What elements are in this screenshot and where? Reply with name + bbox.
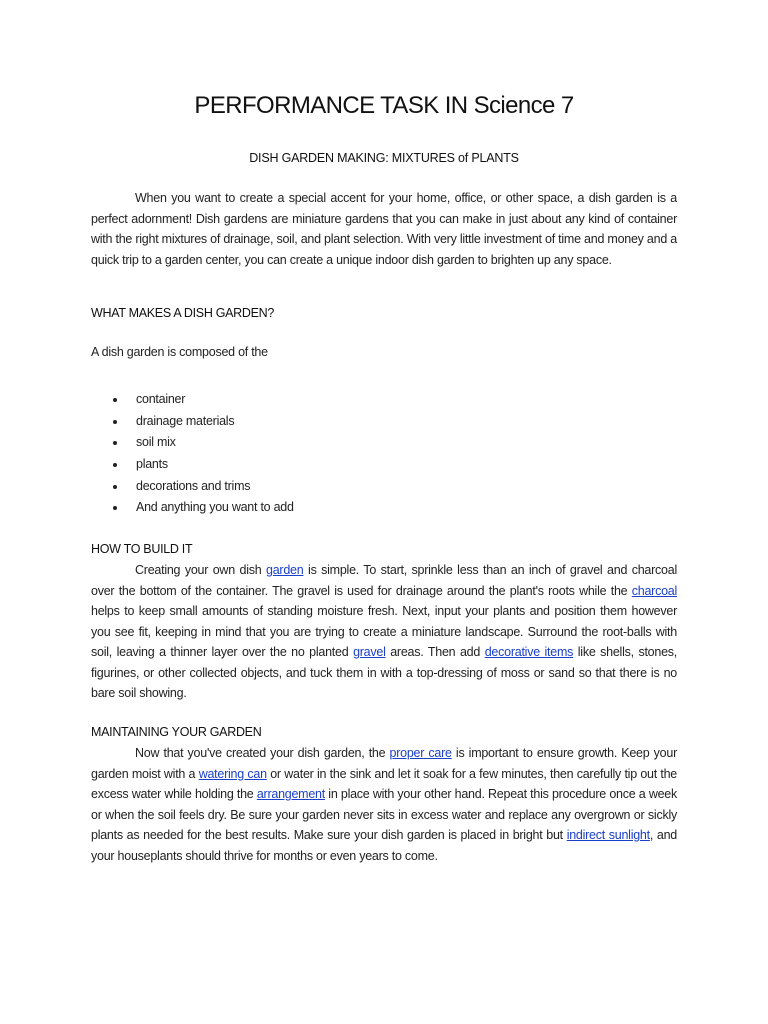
- maintain-text-1: Now that you've created your dish garden, the: [135, 746, 390, 760]
- gravel-link[interactable]: gravel: [353, 645, 386, 659]
- maintain-text-5: , and your houseplants should thrive for months or even years to come.: [91, 828, 677, 863]
- page-title: PERFORMANCE TASK IN Science 7: [194, 92, 574, 119]
- section-heading-maintaining: MAINTAINING YOUR GARDEN: [91, 725, 262, 739]
- components-list: [91, 389, 294, 519]
- maintain-text-4: in place with your other hand. Repeat this procedure once a week or when the soil feels dry. Be sure your garden never sits in excess water and replace any overgrown or sickly plants as needed for the best results. Make sure your dish garden is placed in bright but: [91, 787, 677, 842]
- indirect-sunlight-link[interactable]: indirect sunlight: [566, 828, 650, 842]
- list-item: [91, 411, 294, 433]
- maintain-paragraph: [91, 743, 677, 866]
- bullet-icon: [113, 420, 117, 424]
- build-text-5: like shells, stones, figurines, or other collected objects, and tuck them in with a top-dressing of moss or sand so that there is no bare soil showing.: [91, 645, 677, 700]
- list-item-label: plants: [136, 457, 168, 472]
- page-subtitle: DISH GARDEN MAKING: MIXTURES of PLANTS: [249, 151, 519, 165]
- bullet-icon: [113, 485, 117, 489]
- build-text-1: Creating your own dish: [135, 563, 267, 577]
- list-item-label: And anything you want to add: [136, 500, 294, 515]
- list-item: [91, 432, 294, 454]
- arrangement-link[interactable]: arrangement: [256, 787, 325, 801]
- proper-care-link[interactable]: proper care: [389, 746, 452, 760]
- maintain-text-3: or water in the sink and let it soak for a few minutes, then carefully tip out the excess water while holding the: [91, 766, 678, 801]
- section-heading-what-makes: WHAT MAKES A DISH GARDEN?: [91, 306, 275, 320]
- build-paragraph: [91, 560, 677, 704]
- list-item: [91, 454, 294, 476]
- list-item-label: decorations and trims: [136, 478, 251, 493]
- intro-paragraph: When you want to create a special accent for your home, office, or other space, a dish garden is a perfect adornment! Dish gardens are miniature gardens that you can make in just about any kind of container with the right mixtures of drainage, soil, and plant selection. With very little investment of time and money and a quick trip to a garden center, you can create a unique indoor dish garden to brighten up any space.: [91, 191, 677, 267]
- maintain-text-2: is important to ensure growth. Keep your garden moist with a: [91, 746, 677, 781]
- list-item: [91, 476, 294, 498]
- charcoal-link[interactable]: charcoal: [631, 583, 677, 598]
- bullet-icon: [113, 398, 117, 402]
- build-text-4: areas. Then add: [385, 645, 485, 659]
- list-item: [91, 497, 294, 519]
- decorative-items-link[interactable]: decorative items: [484, 645, 574, 659]
- build-text-2: is simple. To start, sprinkle less than an inch of gravel and charcoal over the bottom of the container. The gravel is used for drainage around the plant's roots while the: [91, 563, 677, 598]
- section-heading-how-to-build: HOW TO BUILD IT: [91, 542, 193, 556]
- watering-can-link[interactable]: watering can: [198, 766, 267, 781]
- bullet-icon: [113, 463, 117, 467]
- section-intro-text: A dish garden is composed of the: [91, 345, 268, 359]
- list-item: [91, 389, 294, 411]
- garden-link[interactable]: garden: [266, 563, 304, 577]
- list-item-label: drainage materials: [136, 413, 235, 428]
- list-item-label: container: [136, 392, 186, 406]
- build-text-3: helps to keep small amounts of standing moisture fresh. Next, input your plants and position them however you see fit, keeping in mind that you are trying to create a miniature landscape. Surround the root-balls with soil, leaving a thinner layer over the no planted: [91, 604, 677, 659]
- bullet-icon: [113, 441, 117, 445]
- bullet-icon: [113, 506, 117, 510]
- list-item-label: soil mix: [136, 435, 176, 450]
